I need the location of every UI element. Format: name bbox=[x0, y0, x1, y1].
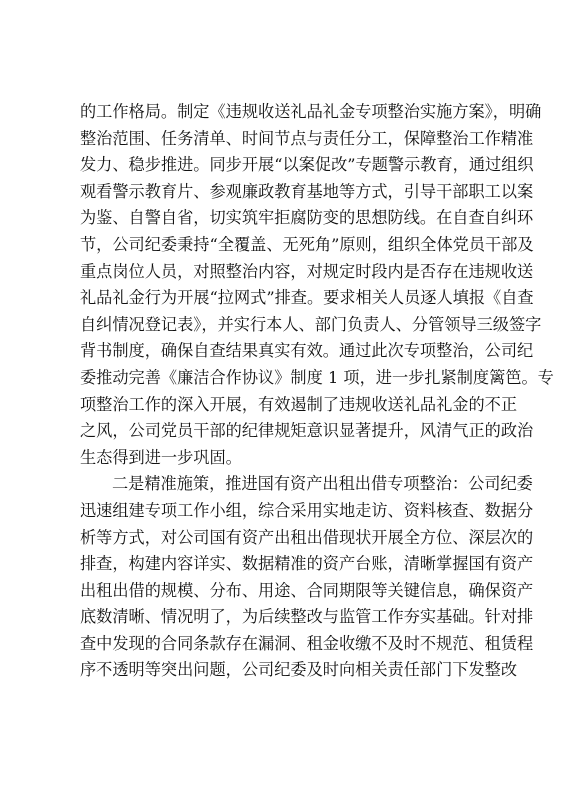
paragraph-end-line: 生态得到进一步巩固。 bbox=[80, 447, 242, 467]
text-line: 出租出借的规模、分布、用途、合同期限等关键信息，确保资产 bbox=[80, 580, 534, 600]
text-line: 发力、稳步推进。同步开展“以案促改”专题警示教育，通过组织 bbox=[80, 155, 534, 175]
text-line: 背书制度，确保自查结果真实有效。通过此次专项整治，公司纪 bbox=[80, 341, 534, 361]
text-line: 底数清晰、情况明了，为后续整改与监管工作夯实基础。针对排 bbox=[80, 607, 534, 627]
text-line: 序不透明等突出问题，公司纪委及时向相关责任部门下发整改 bbox=[80, 660, 518, 680]
text-line: 重点岗位人员，对照整治内容，对规定时段内是否存在违规收送 bbox=[80, 261, 534, 281]
text-line: 整治范围、任务清单、时间节点与责任分工，保障整治工作精准 bbox=[80, 128, 534, 148]
text-line: 析等方式，对公司国有资产出租出借现状开展全方位、深层次的 bbox=[80, 527, 534, 547]
text-line: 的工作格局。制定《违规收送礼品礼金专项整治实施方案》，明确 bbox=[80, 102, 542, 121]
text-line: 项整治工作的深入开展，有效遏制了违规收送礼品礼金的不正 bbox=[80, 394, 518, 414]
text-line: 查中发现的合同条款存在漏洞、租金收缴不及时不规范、租赁程 bbox=[80, 633, 534, 653]
body-text bbox=[80, 99, 554, 684]
text-line: 观看警示教育片、参观廉政教育基地等方式，引导干部职工以案 bbox=[80, 181, 534, 201]
text-line: 之风，公司党员干部的纪律规矩意识显著提升，风清气正的政治 bbox=[80, 421, 534, 441]
text-line: 礼品礼金行为开展“拉网式”排查。要求相关人员逐人填报《自查 bbox=[80, 288, 534, 308]
text-line: 为鉴、自警自省，切实筑牢拒腐防变的思想防线。在自查自纠环 bbox=[80, 208, 534, 228]
paragraph-start-line: 二是精准施策，推进国有资产出租出借专项整治：公司纪委 bbox=[112, 474, 533, 494]
text-line: 迅速组建专项工作小组，综合采用实地走访、资料核查、数据分 bbox=[80, 500, 534, 520]
text-line: 节，公司纪委秉持“全覆盖、无死角”原则，组织全体党员干部及 bbox=[80, 234, 534, 254]
text-line: 委推动完善《廉洁合作协议》制度 1 项，进一步扎紧制度篱笆。专 bbox=[80, 367, 554, 387]
text-line: 排查，构建内容详实、数据精准的资产台账，清晰掌握国有资产 bbox=[80, 554, 534, 574]
text-line: 自纠情况登记表》，并实行本人、部门负责人、分管领导三级签字 bbox=[80, 314, 542, 334]
